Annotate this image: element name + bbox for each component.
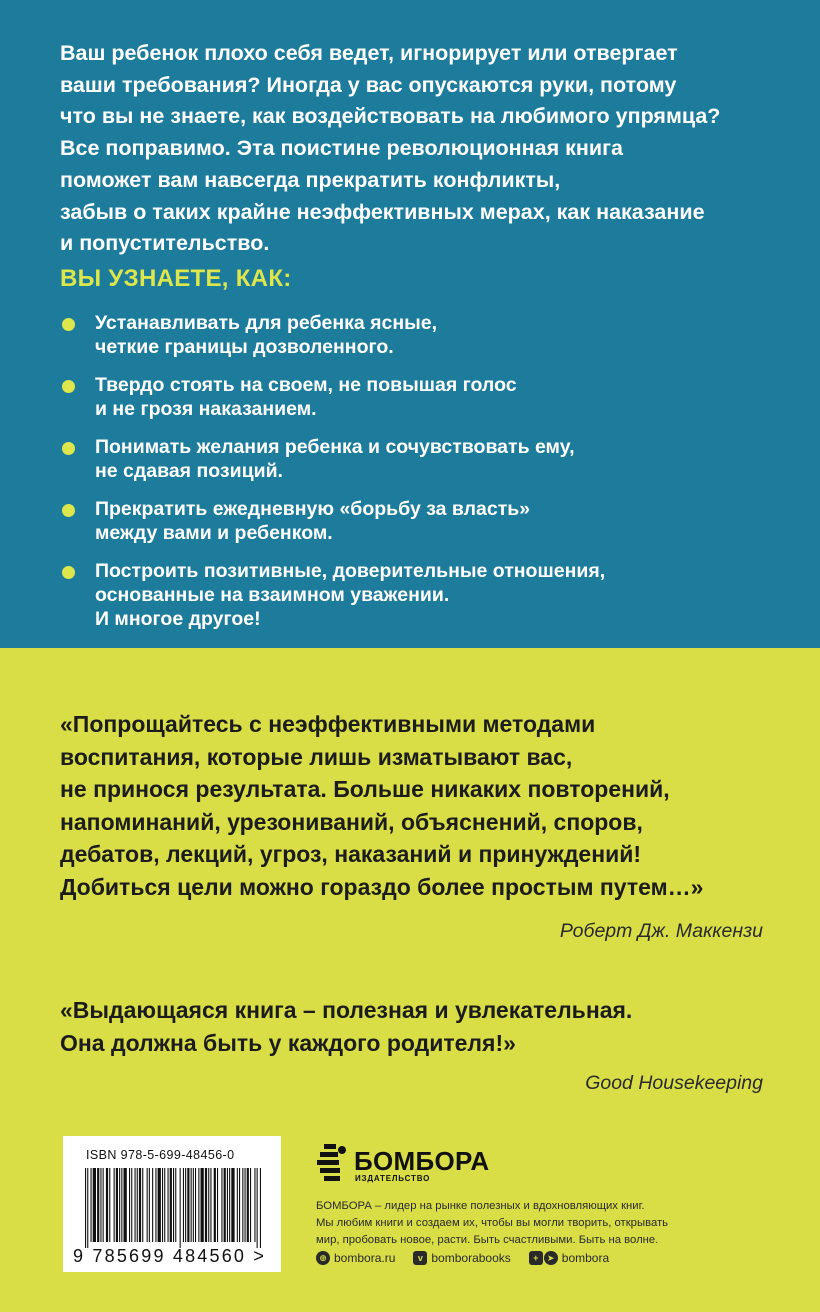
barcode-bar <box>87 1168 88 1248</box>
barcode-bar <box>185 1168 186 1242</box>
barcode-bar <box>187 1168 189 1242</box>
list-item <box>60 560 780 607</box>
barcode-bar <box>91 1168 92 1242</box>
publisher-links <box>316 1249 627 1267</box>
barcode-bar <box>93 1168 96 1242</box>
barcode-bar <box>231 1168 234 1242</box>
publisher-text-line: БОМБОРА – лидер на рынке полезных и вдохновляющих книг. <box>316 1200 645 1212</box>
barcode-bar <box>124 1168 127 1242</box>
barcode-bar <box>257 1168 258 1248</box>
barcode-bar <box>109 1168 110 1242</box>
barcode-bar <box>116 1168 118 1242</box>
bullet-dot-icon <box>62 318 75 331</box>
barcode-bar <box>131 1168 132 1242</box>
barcode-bar <box>227 1168 228 1242</box>
barcode <box>63 1136 281 1272</box>
list-item-line: Прекратить ежедневную «борьбу за власть» <box>95 498 531 520</box>
list-item-line: не сдавая позиций. <box>95 459 283 482</box>
barcode-bar <box>152 1168 153 1242</box>
barcode-bar <box>162 1168 163 1242</box>
intro-line: Все поправимо. Эта поистине революционная книга <box>60 136 623 161</box>
barcode-bar <box>245 1168 246 1242</box>
intro-line: ваши требования? Иногда у вас опускаются руки, потому <box>60 72 677 97</box>
list-item-line: основанные на взаимном уважении. <box>95 583 450 606</box>
barcode-bar <box>191 1168 192 1242</box>
bullet-dot-icon <box>62 442 75 455</box>
list-item-line: Построить позитивные, доверительные отношения, <box>95 560 606 582</box>
barcode-bar <box>254 1168 255 1242</box>
barcode-bar <box>106 1168 108 1242</box>
quote-line: не принося результата. Больше никаких повторений, <box>60 776 670 802</box>
barcode-bar <box>121 1168 122 1242</box>
benefits-list <box>60 312 780 622</box>
bullet-dot-icon <box>62 380 75 393</box>
barcode-bar <box>210 1168 211 1242</box>
quote-line: дебатов, лекций, угроз, наказаний и принуждений! <box>60 841 642 867</box>
list-item-line: четкие границы дозволенного. <box>95 335 394 358</box>
vk-icon: v <box>413 1251 427 1265</box>
vk-link[interactable] <box>413 1251 510 1265</box>
publisher-description <box>316 1198 786 1249</box>
barcode-bar <box>247 1168 249 1242</box>
list-item <box>60 312 780 359</box>
benefits-heading: ВЫ УЗНАЕТЕ, КАК: <box>60 265 292 292</box>
link-label: bombora <box>561 1251 610 1265</box>
bullet-dot-icon <box>62 504 75 517</box>
barcode-bar <box>142 1168 143 1242</box>
quote-line: воспитания, которые лишь изматывают вас, <box>60 743 573 770</box>
intro-line: и попустительство. <box>60 231 270 256</box>
intro-line: Ваш ребенок плохо себя ведет, игнорирует или отвергает <box>60 41 678 65</box>
globe-icon: ⊕ <box>316 1251 330 1265</box>
list-item <box>60 374 780 421</box>
intro-paragraph <box>60 38 780 260</box>
barcode-bar <box>119 1168 120 1242</box>
publisher-name: БОМБОРА <box>354 1146 490 1176</box>
barcode-bar <box>168 1168 169 1242</box>
barcode-bar <box>158 1168 161 1242</box>
barcode-bar <box>224 1168 226 1242</box>
list-item <box>60 498 780 545</box>
link-label: bombora.ru <box>334 1251 396 1265</box>
link-label: bomborabooks <box>431 1251 511 1265</box>
barcode-bar <box>250 1168 251 1242</box>
barcode-bar <box>205 1168 207 1242</box>
barcode-bar <box>170 1168 172 1242</box>
barcode-bar <box>100 1168 101 1242</box>
barcode-bar <box>242 1168 243 1242</box>
list-item-line: Понимать желания ребенка и сочувствовать ему, <box>95 436 575 458</box>
barcode-bar <box>239 1168 240 1242</box>
quote-line: «Попрощайтесь с неэффективными методами <box>60 711 596 737</box>
barcode-bar <box>217 1168 218 1242</box>
barcode-bar <box>129 1168 130 1242</box>
list-item-line: и не грозя наказанием. <box>95 397 317 420</box>
quote-line: напоминаний, урезониваний, объяснений, споров, <box>60 808 643 835</box>
barcode-bar <box>85 1168 86 1248</box>
barcode-bar <box>260 1168 261 1248</box>
isbn-label: ISBN 978-5-699-48456-0 <box>86 1148 235 1162</box>
intro-line: что вы не знаете, как воздействовать на любимого упрямца? <box>60 104 721 129</box>
quote-line: Она должна быть у каждого родителя!» <box>60 1029 516 1056</box>
barcode-bar <box>237 1168 238 1242</box>
barcode-bar <box>139 1168 141 1242</box>
telegram-icon: + ➤ <box>529 1251 558 1265</box>
barcode-bar <box>198 1168 199 1242</box>
publisher-text-line: Мы любим книги и создаем их, чтобы вы могли творить, открывать <box>316 1217 669 1229</box>
barcode-bar <box>180 1168 181 1248</box>
list-item-line: Устанавливать для ребенка ясные, <box>95 312 438 334</box>
and-more-text: И многое другое! <box>95 608 261 630</box>
barcode-bar <box>147 1168 148 1242</box>
barcode-bar <box>103 1168 104 1242</box>
publisher-text-line: мир, пробовать новое, расти. Быть счастливыми. Быть на волне. <box>316 1234 659 1246</box>
barcode-bar <box>164 1168 165 1242</box>
publisher-subtitle: ИЗДАТЕЛЬСТВО <box>355 1174 431 1183</box>
intro-line: поможет вам навсегда прекратить конфликты, <box>60 167 561 192</box>
barcode-bar <box>137 1168 138 1242</box>
bullet-dot-icon <box>62 566 75 579</box>
list-item-line: Твердо стоять на своем, не повышая голос <box>95 374 517 396</box>
quote-line: «Выдающаяся книга – полезная и увлекательная. <box>60 997 633 1023</box>
barcode-bar <box>201 1168 204 1242</box>
barcode-bar <box>175 1168 176 1242</box>
barcode-bar <box>155 1168 156 1242</box>
barcode-bar <box>173 1168 174 1242</box>
barcode-bar <box>208 1168 209 1242</box>
list-item-line: между вами и ребенком. <box>95 521 333 544</box>
quote-author: Роберт Дж. Маккензи <box>559 920 763 942</box>
barcode-bar <box>97 1168 99 1242</box>
barcode-bar <box>229 1168 230 1242</box>
intro-line: забыв о таких крайне неэффективных мерах, как наказание <box>60 199 705 224</box>
barcode-bar <box>149 1168 150 1242</box>
barcode-number: 9 785699 484560 > <box>73 1246 267 1266</box>
barcode-bars <box>85 1168 261 1248</box>
barcode-bar <box>214 1168 216 1242</box>
barcode-bar <box>221 1168 222 1242</box>
list-item <box>60 436 780 483</box>
barcode-bar <box>195 1168 196 1242</box>
telegram-link[interactable] <box>529 1251 609 1265</box>
barcode-bar <box>114 1168 115 1242</box>
barcode-bar <box>135 1168 136 1242</box>
barcode-bar <box>183 1168 184 1242</box>
website-link[interactable] <box>316 1251 395 1265</box>
review-source: Good Housekeeping <box>585 1072 763 1094</box>
quote-line: Добиться цели можно гораздо более простым путем…» <box>60 873 704 900</box>
quote-review <box>60 994 780 1059</box>
barcode-bar <box>193 1168 194 1242</box>
quote-main <box>60 708 780 903</box>
